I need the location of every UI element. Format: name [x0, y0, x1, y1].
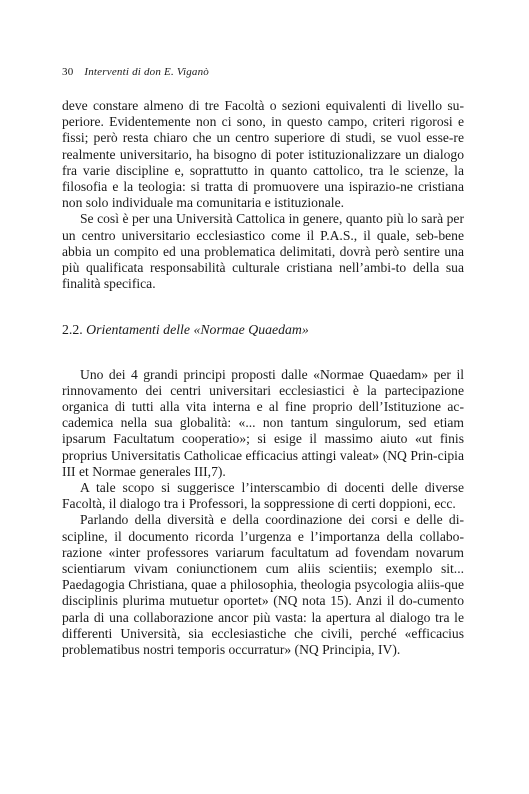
body-text — [62, 98, 464, 658]
paragraph: deve constare almeno di tre Facoltà o sezioni equivalenti di livello su-periore. Evidentemente non ci sono, in questo campo, criteri rigorosi e fissi; però resta chiaro che un centro superiore di studi, se vuol esse-re realmente universitario, ha bisogno di poter istituzionalizzare un dialogo fra varie discipline e, soprattutto in quanto cattolico, tra le scienze, la filosofia e la teologia: si tratta di promuovere una ispirazio-ne cristiana non solo individuale ma comunitaria e istituzionale. — [62, 98, 464, 211]
running-title: Interventi di don E. Viganò — [84, 66, 210, 78]
paragraph: A tale scopo si suggerisce l’interscambio di docenti delle diverse Facoltà, il dialogo tra i Professori, la soppressione di certi doppioni, ecc. — [62, 480, 464, 512]
paragraph: Uno dei 4 grandi principi proposti dalle «Normae Quaedam» per il rinnovamento dei centri universitari ecclesiastici è la partecipazione organica di tutti alla vita interna e al fine proprio dell’Istituzione ac-cademica nella sua globalità: «... non tantum singulorum, sed etiam ipsarum Facultatum cooperatio»; si esige il massimo aiuto «ut finis proprius Universitatis Catholicae efficacius attingi valeat» (NQ Prin-cipia III et Normae generales III,7). — [62, 366, 464, 479]
running-head — [62, 66, 209, 78]
paragraph: Se così è per una Università Cattolica in genere, quanto più lo sarà per un centro universitario ecclesiastico come il P.A.S., il quale, seb-bene abbia un compito ed una problematica delimitati, dovrà però sentire una più qualificata responsabilità culturale cristiana nell’ambi-to della sua finalità specifica. — [62, 211, 464, 292]
section-heading — [62, 322, 464, 338]
paragraph: Parlando della diversità e della coordinazione dei corsi e delle di-scipline, il documento ricorda l’urgenza e l’importanza della collabo-razione «inter professores variarum facultatum ad fovendam novarum scientiarum vivam coniunctionem cum aliis scientiis; exemplo sit... Paedagogia Christiana, quae a philosophia, theologia psycologia aliis-que disciplinis plurima mutuetur oportet» (NQ nota 15). Anzi il do-cumento parla di una collaborazione ancor più vasta: la apertura al dialogo tra le differenti Università, sia ecclesiastiche che civili, perché «efficacius problematibus nostri temporis occurratur» (NQ Principia, IV). — [62, 512, 464, 658]
section-title: Orientamenti delle «Normae Quaedam» — [86, 322, 309, 338]
page-number: 30 — [62, 66, 74, 78]
section-number: 2.2. — [62, 322, 83, 338]
